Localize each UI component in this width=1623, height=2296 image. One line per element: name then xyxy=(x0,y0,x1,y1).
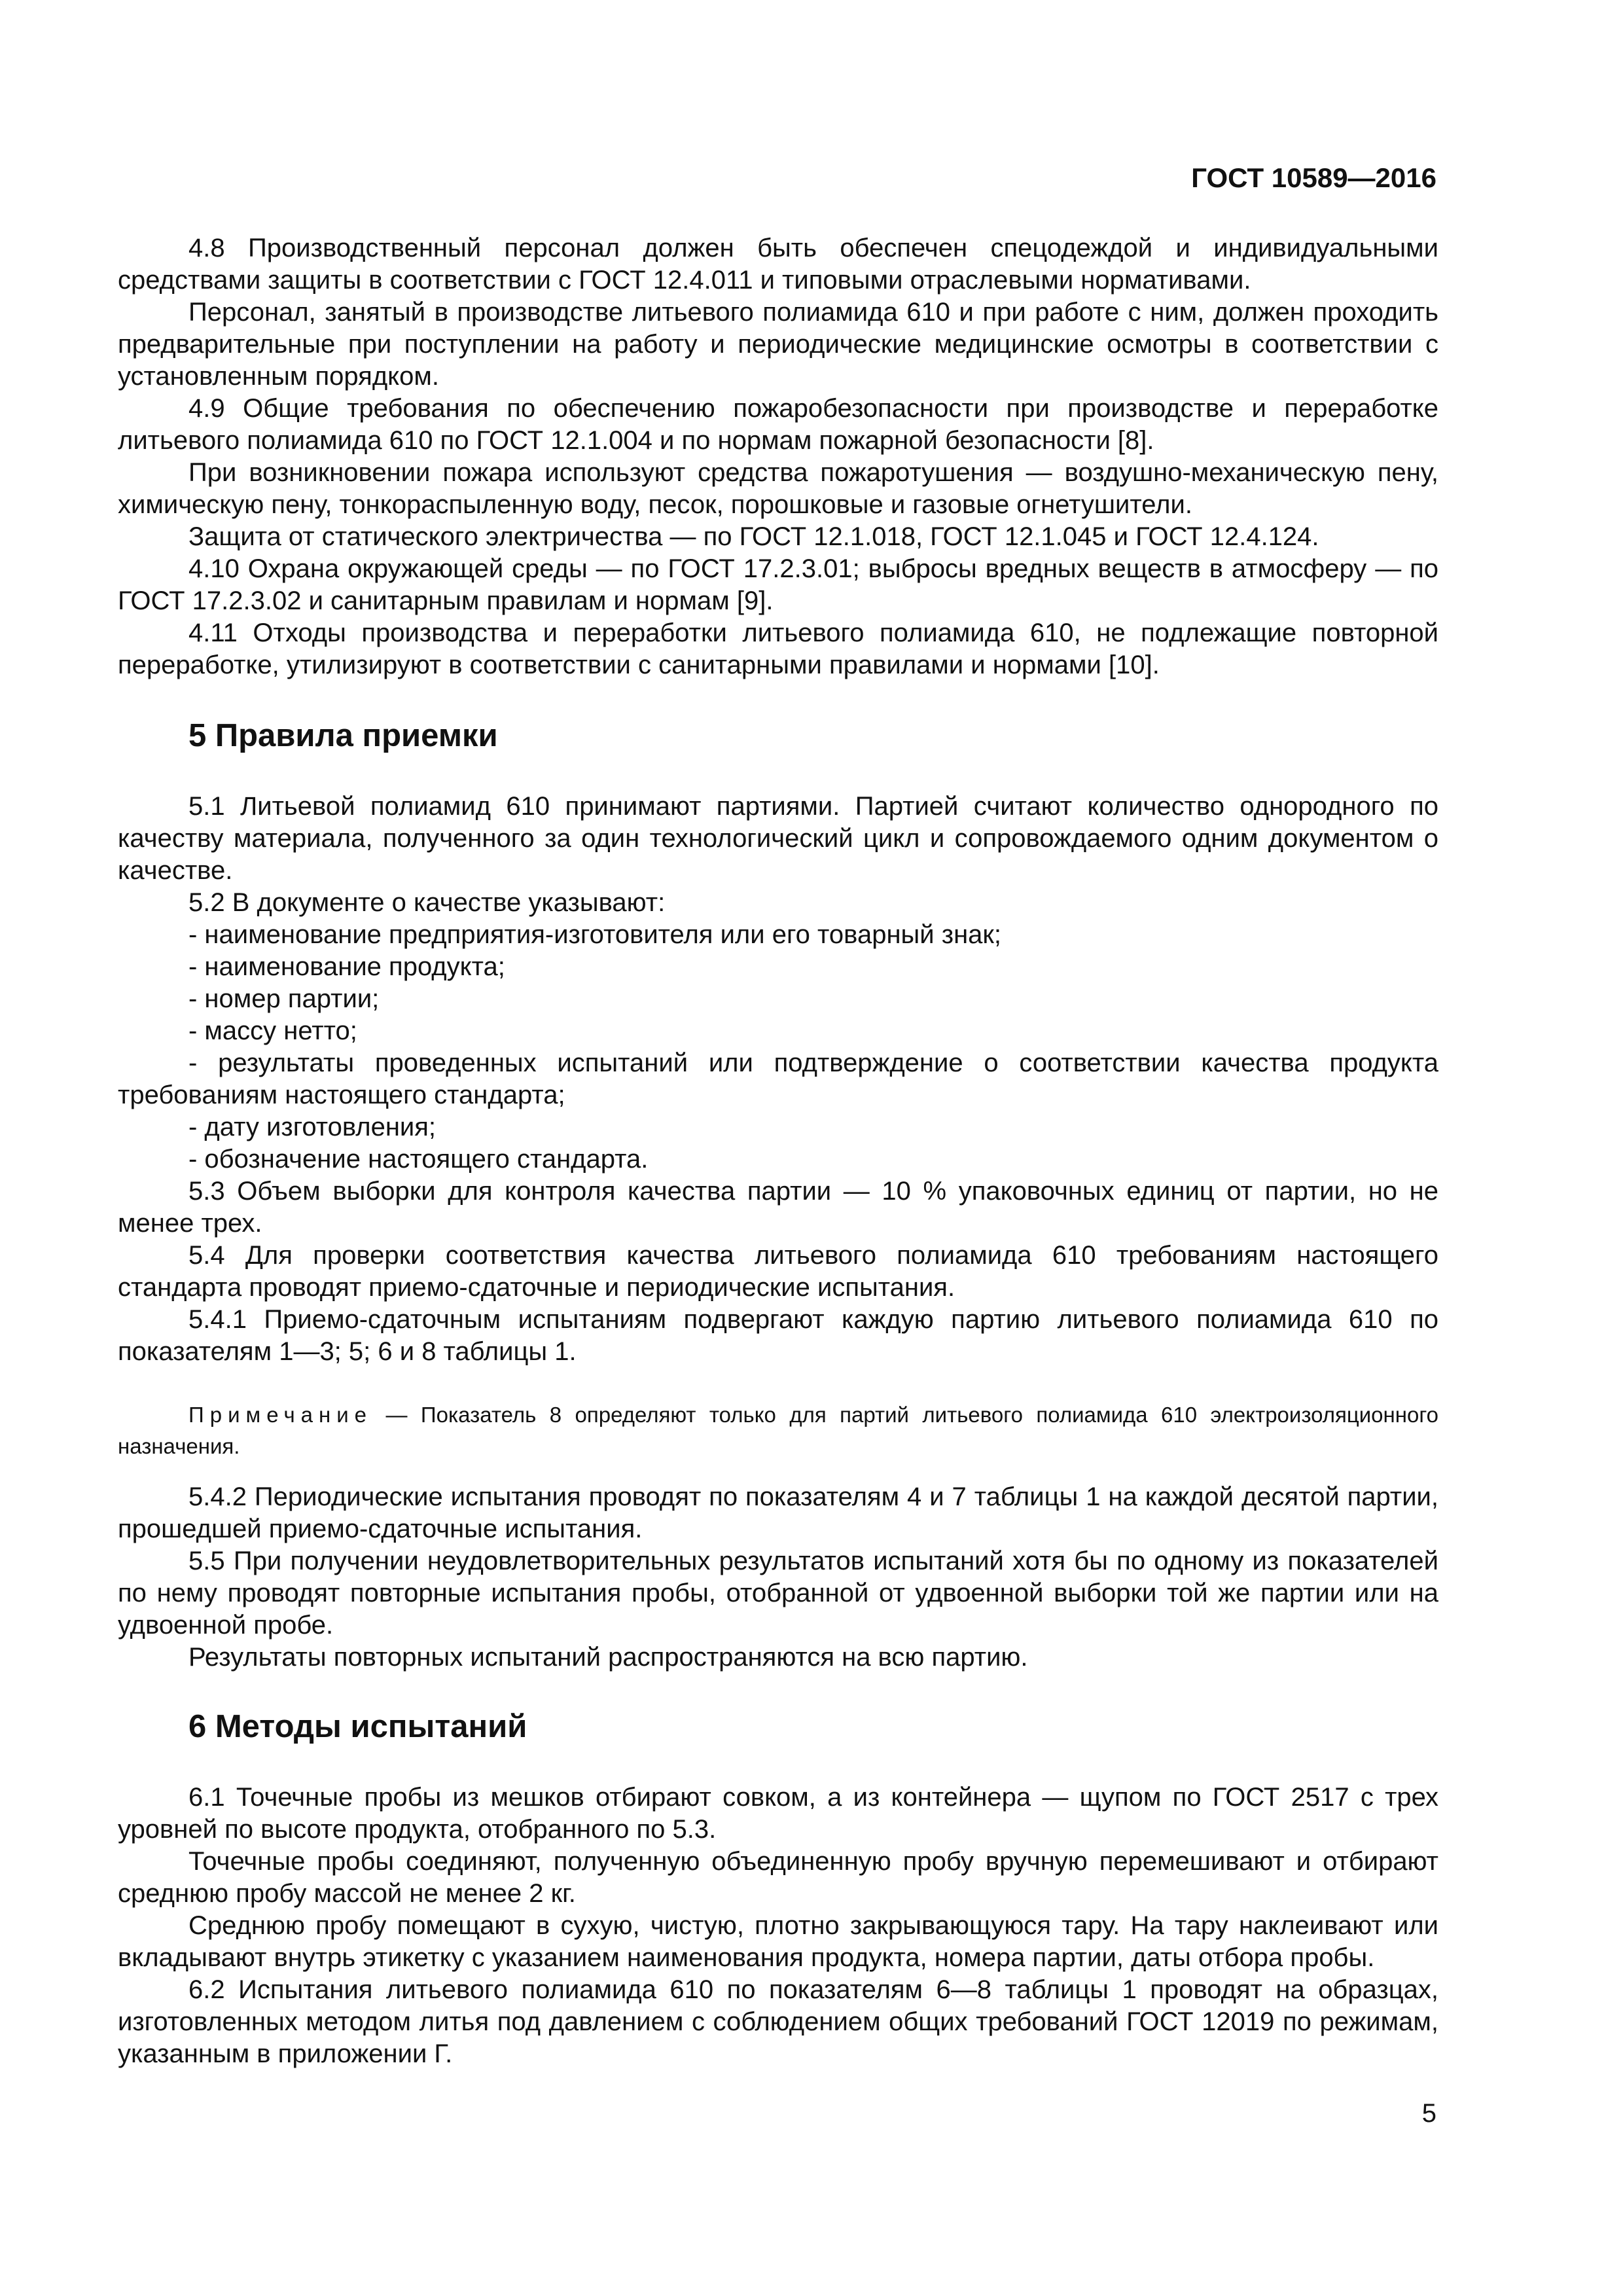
list-item: - номер партии; xyxy=(188,984,380,1013)
page-number: 5 xyxy=(1421,2099,1436,2128)
section-heading: 5 Правила приемки xyxy=(188,718,498,753)
list-item: - массу нетто; xyxy=(188,1016,357,1045)
paragraph-static: Защита от статического электричества — по ГОСТ 12.1.018, ГОСТ 12.1.045 и ГОСТ 12.4.124. xyxy=(188,522,1319,551)
list-item: - обозначение настоящего стандарта. xyxy=(188,1145,649,1174)
paragraph-6-2: 6.2 Испытания литьевого полиамида 610 по показателям 6—8 таблицы 1 проводят на образцах, изготовленных методом литья под давлением с соблюдением общих требований ГОСТ 12019 по режимам, указанным в приложении Г. xyxy=(118,1975,1438,2068)
note-label: Примечание xyxy=(188,1403,373,1427)
paragraph-results: Результаты повторных испытаний распространяются на всю партию. xyxy=(188,1643,1028,1672)
list-item: - результаты проведенных испытаний или подтверждение о соответствии качества продукта требованиям настоящего стандарта; xyxy=(118,1049,1438,1109)
paragraph-fire: При возникновении пожара используют средства пожаротушения — воздушно-механическую пену, химическую пену, тонкораспыленную воду, песок, порошковые и газовые огнетушители. xyxy=(118,458,1438,519)
paragraph-5-5: 5.5 При получении неудовлетворительных результатов испытаний хотя бы по одному из показателей по нему проводят повторные испытания пробы, отобранной от удвоенной выборки той же партии или на удвоенной пробе. xyxy=(118,1547,1438,1640)
note xyxy=(118,1399,1438,1462)
paragraph-5-4: 5.4 Для проверки соответствия качества литьевого полиамида 610 требованиям настоящего стандарта проводят приемо-сдаточные и периодические испытания. xyxy=(118,1241,1438,1302)
section-6-body xyxy=(118,1782,1438,2070)
standard-designation: ГОСТ 10589—2016 xyxy=(1191,162,1436,193)
paragraph-4-8: 4.8 Производственный персонал должен быть обеспечен спецодеждой и индивидуальными средствами защиты в соответствии с ГОСТ 12.4.011 и типовыми отраслевыми нормативами. xyxy=(118,234,1438,295)
paragraph-4-9: 4.9 Общие требования по обеспечению пожаробезопасности при производстве и переработке литьевого полиамида 610 по ГОСТ 12.1.004 и по нормам пожарной безопасности [8]. xyxy=(118,394,1438,455)
paragraph-5-1: 5.1 Литьевой полиамид 610 принимают партиями. Партией считают количество однородного по качеству материала, полученного за один технологический цикл и сопровождаемого одним документом о качестве. xyxy=(118,792,1438,885)
section-6-heading-wrap xyxy=(118,1707,1438,1746)
list-item: - дату изготовления; xyxy=(188,1113,437,1141)
paragraph-combine: Точечные пробы соединяют, полученную объединенную пробу вручную перемешивают и отбирают среднюю пробу массой не менее 2 кг. xyxy=(118,1847,1438,1908)
paragraph-personnel: Персонал, занятый в производстве литьевого полиамида 610 и при работе с ним, должен проходить предварительные при поступлении на работу и периодические медицинские осмотры в соответствии с установленным порядком. xyxy=(118,298,1438,391)
section-heading: 6 Методы испытаний xyxy=(188,1709,527,1744)
paragraph-5-4-1: 5.4.1 Приемо-сдаточным испытаниям подвергают каждую партию литьевого полиамида 610 по показателям 1—3; 5; 6 и 8 таблицы 1. xyxy=(118,1305,1438,1366)
note-text: — Показатель 8 определяют только для партий литьевого полиамида 610 электроизоляционного назначения. xyxy=(118,1403,1438,1458)
paragraph-5-3: 5.3 Объем выборки для контроля качества партии — 10 % упаковочных единиц от партии, но не менее трех. xyxy=(118,1177,1438,1238)
section-5-body xyxy=(118,791,1438,1368)
section-5-body-continued xyxy=(118,1481,1438,1674)
section-4-continuation xyxy=(118,232,1438,681)
paragraph-container: Среднюю пробу помещают в сухую, чистую, плотно закрывающуюся тару. На тару наклеивают или вкладывают внутрь этикетку с указанием наименования продукта, номера партии, даты отбора пробы. xyxy=(118,1911,1438,1972)
paragraph-5-4-2: 5.4.2 Периодические испытания проводят по показателям 4 и 7 таблицы 1 на каждой десятой партии, прошедшей приемо-сдаточные испытания. xyxy=(118,1482,1438,1543)
list-item: - наименование продукта; xyxy=(188,952,505,981)
paragraph-4-10: 4.10 Охрана окружающей среды — по ГОСТ 17.2.3.01; выбросы вредных веществ в атмосферу — по ГОСТ 17.2.3.02 и санитарным правилам и нормам [9]. xyxy=(118,554,1438,615)
paragraph-6-1: 6.1 Точечные пробы из мешков отбирают совком, а из контейнера — щупом по ГОСТ 2517 с трех уровней по высоте продукта, отобранного по 5.3. xyxy=(118,1783,1438,1844)
paragraph-4-11: 4.11 Отходы производства и переработки литьевого полиамида 610, не подлежащие повторной переработке, утилизируют в соответствии с санитарными правилами и нормами [10]. xyxy=(118,619,1438,679)
list-item: - наименование предприятия-изготовителя или его товарный знак; xyxy=(188,920,1002,949)
paragraph-5-2: 5.2 В документе о качестве указывают: xyxy=(188,888,666,917)
section-5-heading-wrap xyxy=(118,716,1438,755)
note-block xyxy=(118,1399,1438,1462)
